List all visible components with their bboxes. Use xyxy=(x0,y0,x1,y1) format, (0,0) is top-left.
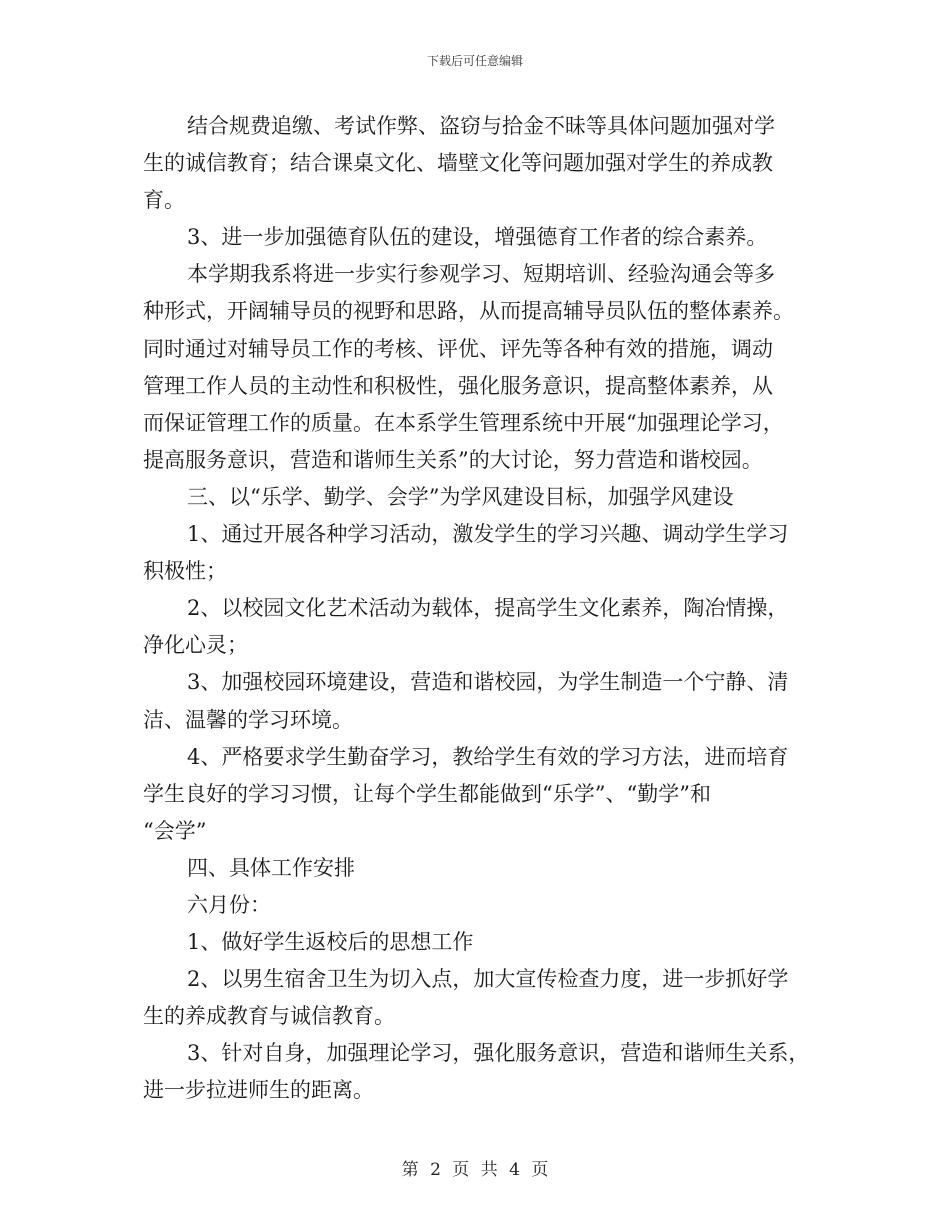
paragraph-line: 积极性； xyxy=(143,559,227,584)
paragraph-line: 而保证管理工作的质量。在本系学生管理系统中开展“加强理论学习， xyxy=(143,410,784,435)
paragraph-line: 3、进一步加强德育队伍的建设，增强德育工作者的综合素养。 xyxy=(187,225,768,250)
paragraph-line: 生的养成教育与诚信教育。 xyxy=(143,1004,395,1029)
paragraph-line: “会学” xyxy=(143,818,207,843)
paragraph-line: 同时通过对辅导员工作的考核、评优、评先等各种有效的措施，调动 xyxy=(143,336,773,361)
paragraph-line: 1、做好学生返校后的思想工作 xyxy=(187,930,474,955)
paragraph-line: 生的诚信教育；结合课桌文化、墙壁文化等问题加强对学生的养成教 xyxy=(143,151,773,176)
paragraph-line: 学生良好的学习习惯，让每个学生都能做到“乐学”、“勤学”和 xyxy=(143,781,711,806)
paragraph-line: 3、针对自身，加强理论学习，强化服务意识，营造和谐师生关系， xyxy=(187,1041,810,1066)
paragraph-line: 2、以男生宿舍卫生为切入点，加大宣传检查力度，进一步抓好学 xyxy=(187,967,789,992)
document-body xyxy=(143,108,813,1110)
paragraph-line: 六月份： xyxy=(187,892,271,917)
paragraph-line: 1、通过开展各种学习活动，激发学生的学习兴趣、调动学生学习 xyxy=(187,522,789,547)
page-footer: 第 2 页 共 4 页 xyxy=(401,1160,549,1180)
paragraph-line: 4、严格要求学生勤奋学习，教给学生有效的学习方法，进而培育 xyxy=(187,744,789,769)
paragraph-line: 3、加强校园环境建设，营造和谐校园，为学生制造一个宁静、清 xyxy=(187,670,789,695)
paragraph-line: 洁、温馨的学习环境。 xyxy=(143,707,353,732)
paragraph-line: 净化心灵； xyxy=(143,633,248,658)
paragraph-line: 提高服务意识，营造和谐师生关系”的大讨论，努力营造和谐校园。 xyxy=(143,447,763,472)
paragraph-line: 管理工作人员的主动性和积极性，强化服务意识，提高整体素养，从 xyxy=(143,373,773,398)
paragraph-line: 进一步拉进师生的距离。 xyxy=(143,1078,374,1103)
section-heading: 三、以“乐学、勤学、会学”为学风建设目标，加强学风建设 xyxy=(187,484,734,509)
section-heading: 四、具体工作安排 xyxy=(187,855,355,880)
paragraph-line: 本学期我系将进一步实行参观学习、短期培训、经验沟通会等多 xyxy=(187,262,775,287)
paragraph-line: 种形式，开阔辅导员的视野和思路，从而提高辅导员队伍的整体素养。 xyxy=(143,299,794,324)
paragraph-line: 2、以校园文化艺术活动为载体，提高学生文化素养，陶冶情操， xyxy=(187,596,789,621)
paragraph-line: 结合规费追缴、考试作弊、盗窃与拾金不昧等具体问题加强对学 xyxy=(187,114,775,138)
page-header: 下载后可任意编辑 xyxy=(426,54,523,68)
paragraph-line: 育。 xyxy=(143,188,185,213)
